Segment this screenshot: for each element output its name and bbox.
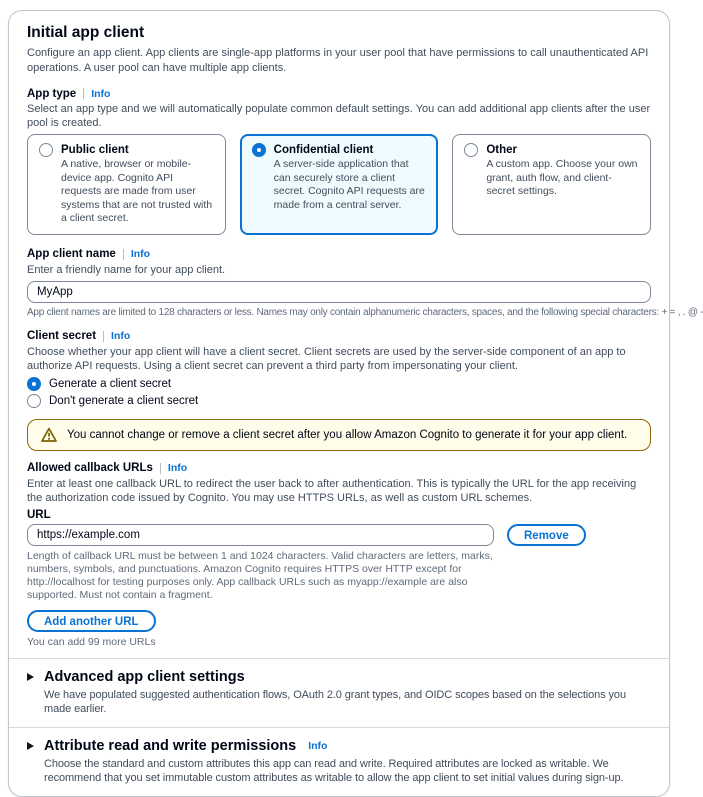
app-type-card-title: Confidential client (273, 144, 374, 156)
radio-other-client[interactable] (464, 143, 478, 157)
client-secret-label: Client secret (27, 330, 97, 342)
advanced-settings-description: We have populated suggested authentication flows, OAuth 2.0 grant types, and OIDC scopes based on the selections you made earlier. (44, 688, 626, 715)
url-counter: You can add 99 more URLs (27, 635, 156, 648)
label-separator (83, 88, 84, 99)
app-type-options (27, 134, 651, 235)
app-client-name-info-link[interactable]: Info (130, 248, 151, 260)
app-type-info-link[interactable]: Info (91, 87, 111, 100)
chevron-right-icon (27, 673, 34, 681)
attribute-permissions-description: Choose the standard and custom attributes this app can read and write. Required attributes are locked as writable. We recommend that you set immutable custom attributes as writable to allow the app client to set initial values during sign-up. (44, 757, 624, 784)
warning-triangle-icon (41, 427, 57, 443)
app-type-card-title: Public client (61, 144, 129, 156)
dont-generate-secret-label: Don't generate a client secret (49, 395, 199, 407)
label-separator (103, 331, 104, 342)
advanced-settings-toggle[interactable] (27, 669, 651, 685)
app-client-name-label: App client name (27, 248, 116, 260)
label-separator (123, 249, 124, 260)
app-type-card-other[interactable] (452, 134, 651, 235)
client-secret-field (27, 329, 651, 410)
url-row (27, 524, 651, 546)
app-type-card-description: A native, browser or mobile-device app. Cognito API requests are made from user systems that are not trusted with a client secret. (61, 158, 213, 224)
callback-url-constraint: Length of callback URL must be between 1 and 1024 characters. Valid characters are letters, marks, numbers, symbols, and punctuations. Amazon Cognito requires HTTPS over HTTP except for http://localhost for testing purposes only. App callback URLs such as myapp://example are also supported. Must not contain a fragment. (27, 549, 493, 601)
app-type-card-title: Other (486, 144, 518, 156)
app-client-name-field (27, 247, 703, 319)
attribute-permissions-toggle[interactable] (27, 738, 651, 754)
generate-secret-option[interactable] (27, 376, 651, 393)
callback-urls-label: Allowed callback URLs (27, 462, 153, 474)
callback-url-input[interactable] (27, 524, 494, 546)
app-client-name-input[interactable] (27, 281, 651, 303)
radio-public-client[interactable] (39, 143, 53, 157)
radio-dont-generate-secret[interactable] (27, 394, 41, 408)
attribute-permissions-title: Attribute read and write permissions (44, 737, 297, 754)
dont-generate-secret-option[interactable] (27, 393, 651, 410)
attribute-permissions-info-link[interactable]: Info (308, 739, 328, 752)
app-client-name-hint: Enter a friendly name for your app client. (27, 263, 226, 276)
warning-text: You cannot change or remove a client secret after you allow Amazon Cognito to generate it for your app client. (67, 428, 628, 441)
client-secret-info-link[interactable]: Info (111, 330, 131, 342)
app-type-card-public[interactable] (27, 134, 226, 235)
advanced-settings-section (9, 659, 669, 727)
url-label: URL (27, 508, 51, 521)
attribute-permissions-section (9, 728, 669, 796)
page-description: Configure an app client. App clients are single-app platforms in your user pool that have permissions to call unauthenticated API operations. A user pool can have multiple app clients. (27, 47, 649, 74)
radio-generate-secret[interactable] (27, 377, 41, 391)
add-another-url-button[interactable]: Add another URL (27, 610, 156, 632)
page-title: Initial app client (27, 24, 145, 41)
app-type-card-description: A custom app. Choose your own grant, auth flow, and client-secret settings. (486, 158, 638, 197)
app-type-hint: Select an app type and we will automatically populate common default settings. You can add additional app clients after the user pool is created. (27, 103, 651, 129)
label-separator (160, 463, 161, 474)
radio-confidential-client[interactable] (252, 143, 266, 157)
app-type-field (27, 86, 651, 235)
app-type-card-confidential[interactable] (240, 134, 439, 235)
app-type-label: App type (27, 87, 77, 100)
callback-urls-field (27, 461, 651, 648)
client-secret-warning-alert (27, 419, 651, 451)
generate-secret-label: Generate a client secret (49, 378, 172, 390)
app-type-card-description: A server-side application that can securely store a client secret. Cognito API requests are made from a central server. (273, 158, 425, 211)
remove-url-button[interactable]: Remove (507, 524, 586, 546)
client-secret-description: Choose whether your app client will have a client secret. Client secrets are used by the server-side component of an app to authorize API requests. Using a client secret can prevent a third party from impersonating your client. (27, 345, 626, 372)
callback-urls-description: Enter at least one callback URL to redirect the user back to after authentication. This is typically the URL for the app receiving the authorization code issued by Cognito. You may use HTTPS URLs, as well as custom URL schemes. (27, 477, 637, 504)
advanced-settings-title: Advanced app client settings (44, 668, 245, 685)
chevron-right-icon (27, 742, 34, 750)
app-client-name-constraint: App client names are limited to 128 characters or less. Names may only contain alphanumeric characters, spaces, and the following special characters: + = , . @ - (27, 306, 703, 318)
callback-urls-info-link[interactable]: Info (167, 462, 188, 474)
form-body (9, 11, 703, 658)
initial-app-client-container (8, 10, 703, 797)
